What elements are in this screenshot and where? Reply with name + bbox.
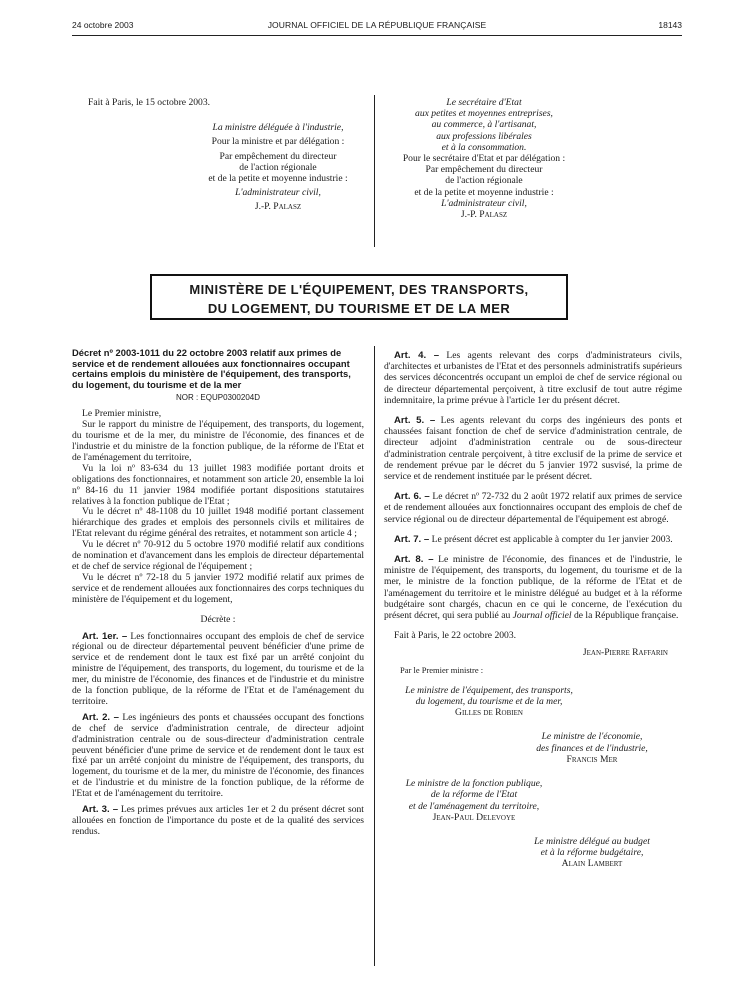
journal-title: JOURNAL OFFICIEL DE LA RÉPUBLIQUE FRANÇAISE bbox=[267, 20, 487, 30]
prev-sec-4: aux professions libérales bbox=[436, 130, 532, 142]
prev-r-admin: L'administrateur civil, bbox=[441, 197, 527, 209]
prev-fait: Fait à Paris, le 15 octobre 2003. bbox=[88, 97, 211, 108]
prev-sec-1: Le secrétaire d'Etat bbox=[446, 97, 522, 108]
sig1-title-2: du logement, du tourisme et de la mer, bbox=[415, 696, 563, 708]
sig3-title-3: et de l'aménagement du territoire, bbox=[408, 800, 540, 812]
prev-admin: L'administrateur civil, bbox=[235, 187, 321, 199]
prev-empech-1: Par empêchement du directeur bbox=[219, 150, 337, 162]
sig2-name: Francis Mer bbox=[566, 753, 618, 765]
sig4-title-2: et à la réforme budgétaire, bbox=[540, 847, 644, 859]
article-1 bbox=[72, 632, 364, 708]
signature-block-economie bbox=[502, 731, 682, 765]
visa-2: Vu le décret nº 48-1108 du 10 juillet 1948 modifié portant classement hiérarchique des grades et emplois des personnels civils et militaires de l'Etat relevant du régime général des retraites, et notamment son article 4 ; bbox=[72, 506, 364, 540]
prev-signatory: J.-P. Palasz bbox=[254, 201, 302, 213]
article-4-text: Les agents relevant des corps d'administrateurs civils, d'architectes et urbanistes de l'Etat et des personnels administratifs supérieurs des services déconcentrés occupant un emploi de chef de service régional ou de directeur départemental perçoivent, à titre exclusif de tout autre régime indemnitaire, la prime prévue à l'article 1er du présent décret. bbox=[384, 350, 682, 406]
article-5-label: Art. 5. – bbox=[394, 415, 436, 427]
article-8-text: Le ministre de l'économie, des finances et de l'industrie, le ministre de l'équipement, des transports, du logement, du tourisme et de la mer, le ministre de la fonction publique, de la réforme de l'Etat et de l'aménagement du territoire et le ministre délégué au budget et à la réforme budgétaire sont chargés, chacun en ce qui le concerne, de l'exécution du présent décret, qui sera publié au bbox=[384, 554, 682, 622]
article-7-label: Art. 7. – bbox=[394, 533, 430, 545]
column-divider-top bbox=[374, 95, 375, 247]
article-6 bbox=[384, 491, 682, 525]
visa-rapport: Sur le rapport du ministre de l'équipement, des transports, du logement, du tourisme et de la mer, du ministre de l'économie, des finances et de l'industrie et du ministre de la fonction publique, de la réforme de l'Etat et de l'aménagement du territoire, bbox=[72, 419, 364, 463]
ministry-line-1: MINISTÈRE DE L'ÉQUIPEMENT, DES TRANSPORTS, bbox=[189, 282, 529, 297]
article-2-label: Art. 2. – bbox=[82, 711, 119, 723]
visa-4: Vu le décret nº 72-18 du 5 janvier 1972 modifié relatif aux primes de service et de rendement allouées aux fonctionnaires des corps techniques du ministère de l'équipement et du logement, bbox=[72, 571, 364, 605]
prev-r-empech-1: Par empêchement du directeur bbox=[425, 164, 543, 176]
article-5-text: Les agents relevant du corps des ingénieurs des ponts et chaussées faisant fonction de chef de service d'administration centrale, de directeur adjoint d'administration centrale ou de sous-directeur d'administration centrale perçoivent, à titre exclusif de la prime de service et de rendement prévue par le décret du 5 janvier 1972 susvisé, la prime de service et de rendement instituée par le présent décret. bbox=[384, 415, 683, 483]
sig2-title-1: Le ministre de l'économie, bbox=[541, 731, 643, 743]
article-4 bbox=[384, 350, 682, 406]
sig1-title-1: Le ministre de l'équipement, des transports, bbox=[405, 684, 573, 696]
sig4-title-1: Le ministre délégué au budget bbox=[534, 835, 650, 847]
prev-r-delegation: Pour le secrétaire d'Etat et par délégation : bbox=[402, 153, 566, 165]
article-6-label: Art. 6. – bbox=[394, 491, 430, 503]
prev-r-empech-3: et de la petite et moyenne industrie : bbox=[414, 186, 554, 198]
prev-delegation: Pour la ministre et par délégation : bbox=[211, 136, 345, 148]
prev-r-empech-2: de l'action régionale bbox=[445, 175, 523, 187]
article-1-text: Les fonctionnaires occupant des emplois de chef de service régional ou de directeur départemental peuvent bénéficier d'une prime de service et de rendement dont le taux est fixé par un arrêté conjoint du ministre de l'équipement, des transports, du logement, du tourisme et de la mer, du ministre de l'économie, des finances et de l'industrie et du ministre de la fonction publique, de la réforme de l'Etat et de l'aménagement du territoire. bbox=[72, 630, 364, 707]
ministry-heading-box bbox=[150, 274, 568, 320]
sig3-name: Jean-Paul Delevoye bbox=[432, 811, 516, 823]
prev-r-signatory: J.-P. Palasz bbox=[460, 209, 508, 221]
sig3-title-2: de la réforme de l'Etat bbox=[430, 789, 518, 801]
visa-3: Vu le décret nº 70-912 du 5 octobre 1970 modifié relatif aux conditions de nomination et d'avancement dans les emplois de directeur départemental et de chef de service régional de l'équipement ; bbox=[72, 539, 364, 572]
issue-date: 24 octobre 2003 bbox=[72, 20, 134, 30]
page-number: 18143 bbox=[658, 20, 682, 30]
article-7 bbox=[384, 534, 682, 545]
prev-empech-2: de l'action régionale bbox=[239, 161, 317, 173]
article-8-label: Art. 8. – bbox=[394, 554, 434, 566]
signature-block-fonction-publique bbox=[384, 778, 564, 823]
prev-sec-5: et à la consommation. bbox=[441, 141, 527, 153]
sig3-title-1: Le ministre de la fonction publique, bbox=[405, 778, 543, 790]
header-rule bbox=[72, 35, 682, 36]
premier-ministre: Le Premier ministre, bbox=[82, 408, 162, 420]
sig2-title-2: des finances et de l'industrie, bbox=[536, 742, 648, 754]
signature-block-equipement bbox=[384, 685, 594, 719]
prev-minister-title: La ministre déléguée à l'industrie, bbox=[212, 122, 344, 134]
journal-officiel-ref: Journal officiel bbox=[512, 610, 572, 622]
column-divider-main bbox=[374, 346, 375, 966]
ministry-line-2: DU LOGEMENT, DU TOURISME ET DE LA MER bbox=[207, 301, 511, 316]
article-1-label: Art. 1er. – bbox=[82, 630, 128, 642]
decree-title: Décret nº 2003-1011 du 22 octobre 2003 relatif aux primes de service et de rendement allouées aux fonctionnaires occupant certains emplois du ministère de l'équipement, des transports, du logement, du tourisme et de la mer bbox=[72, 347, 351, 390]
prev-empech-3: et de la petite et moyenne industrie : bbox=[208, 173, 348, 185]
article-3 bbox=[72, 805, 364, 838]
decrete: Décrète : bbox=[200, 613, 236, 625]
sig4-name: Alain Lambert bbox=[561, 858, 623, 870]
decree-fait: Fait à Paris, le 22 octobre 2003. bbox=[394, 630, 517, 642]
prev-sec-3: au commerce, à l'artisanat, bbox=[431, 119, 537, 131]
article-4-label: Art. 4. – bbox=[394, 350, 440, 361]
article-8 bbox=[384, 554, 682, 621]
prev-right-signatures bbox=[384, 97, 682, 220]
article-2 bbox=[72, 713, 364, 800]
signature-block-budget bbox=[502, 836, 682, 870]
pm-signatory: Jean-Pierre Raffarin bbox=[582, 647, 668, 659]
article-3-label: Art. 3. – bbox=[82, 804, 119, 816]
article-3-text: Les primes prévues aux articles 1er et 2 du présent décret sont allouées en fonction de l'importance du poste et de la qualité des services rendus. bbox=[72, 804, 364, 837]
article-5 bbox=[384, 415, 682, 482]
running-header bbox=[72, 20, 682, 34]
prev-left-signatures bbox=[72, 97, 364, 213]
decree-left-column bbox=[72, 348, 364, 838]
decree-right-column bbox=[384, 350, 682, 870]
nor-reference: NOR : EQUP0300204D bbox=[175, 393, 261, 403]
par-premier-ministre: Par le Premier ministre : bbox=[400, 664, 484, 675]
article-8-end: de la République française. bbox=[573, 610, 679, 622]
visa-1: Vu la loi nº 83-634 du 13 juillet 1983 modifiée portant droits et obligations des fonctionnaires, et notamment son article 20, ensemble la loi nº 84-16 du 11 janvier 1984 modifiée portant dispositions statutaires relatives à la fonction publique de l'Etat ; bbox=[72, 462, 364, 507]
article-7-text: Le présent décret est applicable à compter du 1er janvier 2003. bbox=[431, 533, 673, 545]
sig1-name: Gilles de Robien bbox=[455, 707, 523, 719]
article-6-text: Le décret nº 72-732 du 2 août 1972 relatif aux primes de service et de rendement allouées aux fonctionnaires occupant des emplois de chef de service régional ou de directeur départemental de l'équipement est abrogé. bbox=[384, 491, 682, 525]
prev-sec-2: aux petites et moyennes entreprises, bbox=[415, 108, 553, 120]
article-2-text: Les ingénieurs des ponts et chaussées occupant des fonctions de chef de service d'administration centrale, de directeur adjoint d'administration centrale ou de sous-directeur d'administration centrale peuvent bénéficier d'une prime de service et de rendement dont le taux est fixé par un arrêté conjoint du ministre de l'équipement, des transports, du logement, du tourisme et de la mer, du ministre de l'économie, des finances et de l'industrie et du ministre de la fonction publique, de la réforme de l'Etat et de l'aménagement du territoire. bbox=[72, 711, 364, 800]
